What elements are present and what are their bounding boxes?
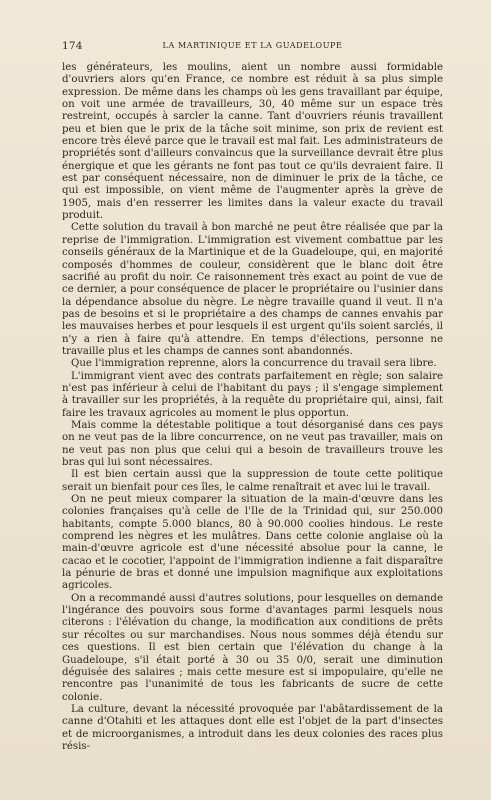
paragraph: Mais comme la détestable politique a tout désorganisé dans ces pays on ne veut pas de la libre concurrence, on ne veut pas travailler, mais on ne veut pas non plus que celui qui a besoin de travailleurs trouve les bras qui lui sont nécessaires. (62, 419, 443, 468)
body-text (62, 62, 443, 753)
paragraph: La culture, devant la nécessité provoquée par l'abâtardissement de la canne d'Otahiti et les attaques dont elle est l'objet de la part d'insectes et de microorganismes, a introduit dans les deux colonies des races plus résis- (62, 703, 443, 752)
paragraph: Que l'immigration reprenne, alors la concurrence du travail sera libre. (71, 358, 437, 370)
paragraph: Il est bien certain aussi que la suppression de toute cette politique serait un bienfait pour ces îles, le calme renaîtrait et avec lui le travail. (62, 469, 443, 493)
page-number: 174 (62, 40, 83, 52)
paragraph: Cette solution du travail à bon marché ne peut être réalisée que par la reprise de l'immigration. L'immigration est vivement combattue par les conseils généraux de la Martinique et de la Guadeloupe, qui, en majorité composés d'hommes de couleur, considèrent que le blanc doit être sacrifié au profit du noir. Ce raisonnement très exact au point de vue de ce dernier, a pour conséquence de placer le propriétaire ou l'usinier dans la dépendance absolue du nègre. Le nègre travaille quand il veut. Il n'a pas de besoins et si le propriétaire a des champs de cannes envahis par les mauvaises herbes et pour lesquels il est urgent qu'ils soient sarclés, il n'y a rien à faire qu'à attendre. En temps d'élections, personne ne travaille plus et les champs de cannes sont abandonnés. (62, 222, 443, 357)
paragraph: les générateurs, les moulins, aient un nombre aussi formidable d'ouvriers alors qu'en France, ce nombre est réduit à sa plus simple expression. De même dans les champs où les gens travaillant par équipe, on voit une armée de travailleurs, 30, 40 même sur un espace très restreint, occupés à sarcler la canne. Tant d'ouvriers réunis travaillent peu et bien que le prix de la tâche soit minime, son prix de revient est encore très élevé parce que le travail est mal fait. Les administrateurs de propriétés sont d'ailleurs convaincus que la surveillance devrait être plus énergique et que les gérants ne font pas tout ce qu'ils devraient faire. Il est par conséquent nécessaire, non de diminuer le prix de la tâche, ce qui est impossible, on vient même de l'augmenter après la grève de 1905, mais d'en resserrer les limites dans la valeur exacte du travail produit. (62, 62, 443, 222)
running-title: LA MARTINIQUE ET LA GUADELOUPE (162, 41, 343, 50)
page-header (62, 40, 443, 54)
paragraph: L'immigrant vient avec des contrats parfaitement en règle; son salaire n'est pas inférieur à celui de l'habitant du pays ; il s'engage simplement à travailler sur les propriétés, à la requête du propriétaire qui, ainsi, fait faire les travaux agricoles au moment le plus opportun. (62, 370, 443, 419)
paragraph: On ne peut mieux comparer la situation de la main-d'œuvre dans les colonies françaises qu'à celle de l'Ile de la Trinidad qui, sur 250.000 habitants, compte 5.000 blancs, 80 à 90.000 coolies hindous. Le reste comprend les nègres et les mulâtres. Dans cette colonie anglaise où la main-d'œuvre agricole est d'une nécessité absolue pour la canne, le cacao et le cocotier, l'appoint de l'immigration indienne a fait disparaître la pénurie de bras et donné une impulsion magnifique aux exploitations agricoles. (62, 494, 443, 592)
paragraph: On a recommandé aussi d'autres solutions, pour lesquelles on demande l'ingérance des pouvoirs sous forme d'avantages parmi lesquels nous citerons : l'élévation du change, la modification aux conditions de prêts sur récoltes ou sur marchandises. Nous nous sommes déjà étendu sur ces questions. Il est bien certain que l'élévation du change à la Guadeloupe, s'il était porté à 30 ou 35 0/0, serait une diminution déguisée des salaires ; mais cette mesure est si impopulaire, qu'elle ne rencontre pas l'unanimité de tous les fabricants de sucre de cette colonie. (62, 592, 443, 703)
